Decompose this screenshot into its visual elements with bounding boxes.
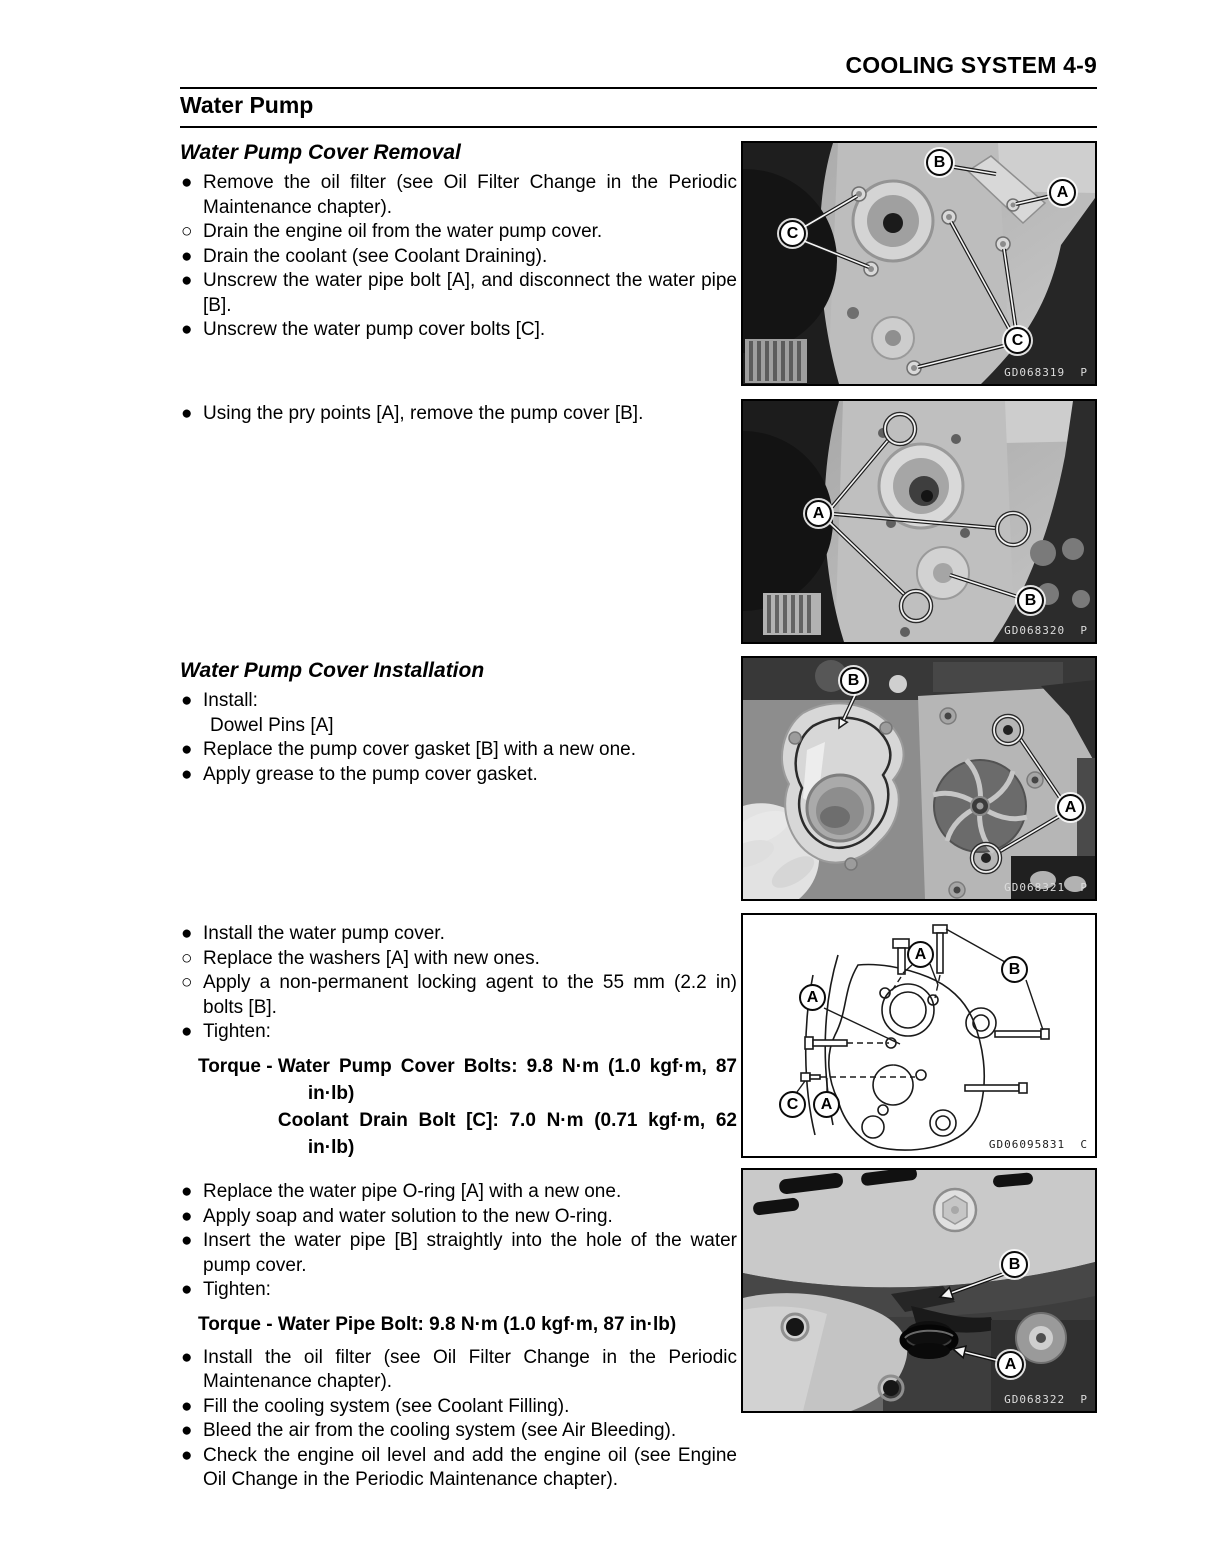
instruction-step	[180, 1229, 737, 1278]
callout-a	[1057, 794, 1084, 821]
callout-b	[1017, 587, 1044, 614]
engine-photo-illustration	[743, 143, 1095, 384]
torque-entries	[278, 1053, 737, 1161]
instruction-step	[180, 171, 737, 220]
step-text: Apply soap and water solution to the new O-ring.	[203, 1205, 613, 1227]
section-water-pipe	[180, 1180, 737, 1493]
instruction-step	[180, 971, 737, 1020]
step-text: Replace the water pipe O-ring [A] with a new one.	[203, 1181, 622, 1202]
figure-code: GD068320 P	[1004, 624, 1088, 637]
bullet-icon: ●	[181, 923, 193, 944]
instruction-step	[180, 1205, 737, 1230]
instruction-step	[180, 1346, 737, 1395]
header-rule	[180, 87, 1097, 89]
instruction-step	[180, 269, 737, 318]
callout-letter: C	[786, 1095, 799, 1113]
instruction-step	[180, 1020, 737, 1045]
step-text: Replace the washers [A] with new ones.	[203, 947, 540, 969]
figure-water-pipe-oring-photo	[741, 1168, 1097, 1413]
bullet-icon: ●	[181, 763, 193, 785]
callout-a	[805, 500, 832, 527]
bullet-icon: ○	[181, 221, 193, 242]
procedure-heading: Water Pump Cover Installation	[180, 659, 485, 682]
section-removal	[180, 140, 737, 343]
torque-label: Torque -	[198, 1313, 278, 1335]
instruction-step	[180, 220, 737, 245]
step-text: Using the pry points [A], remove the pump cover [B].	[203, 403, 644, 424]
instruction-step	[180, 947, 737, 972]
figure-code: GD068319 P	[1004, 366, 1088, 379]
instruction-step	[180, 245, 737, 270]
bullet-icon: ●	[181, 403, 193, 424]
instruction-step	[180, 689, 737, 714]
instruction-step	[180, 763, 737, 788]
bullet-icon: ●	[181, 245, 193, 267]
instruction-substep	[180, 714, 737, 739]
instruction-step	[180, 1419, 737, 1444]
instruction-step	[180, 1395, 737, 1420]
torque-entry: Coolant Drain Bolt [C]: 7.0 N·m (0.71 kgf·m, 62 in·lb)	[277, 1109, 737, 1158]
bullet-icon: ●	[181, 172, 193, 193]
figure-pump-cover-gasket-photo	[741, 656, 1097, 901]
step-text: Remove the oil filter (see Oil Filter Change in the Periodic Maintenance chapter).	[203, 172, 737, 218]
figure-code: GD068322 P	[1004, 1393, 1088, 1406]
section-pry	[180, 402, 737, 427]
figure-code: GD068321 P	[1004, 881, 1088, 894]
step-text: Unscrew the water pump cover bolts [C].	[203, 319, 546, 340]
callout-letter: A	[914, 945, 927, 963]
bullet-icon: ●	[181, 1420, 193, 1441]
procedure-heading: Water Pump Cover Removal	[180, 141, 461, 164]
callout-letter: B	[1008, 960, 1021, 978]
step-text: Fill the cooling system (see Coolant Filling).	[203, 1395, 570, 1417]
step-text: Install:	[203, 690, 258, 711]
step-text: Tighten:	[203, 1279, 271, 1300]
step-text: Bleed the air from the cooling system (see Air Bleeding).	[203, 1420, 677, 1441]
bullet-icon: ●	[181, 1444, 193, 1466]
figure-code: GD06095831 C	[988, 1138, 1088, 1151]
callout-letter: A	[812, 504, 825, 522]
step-text: Drain the engine oil from the water pump cover.	[203, 221, 603, 242]
figure-cover-bolts-diagram	[741, 913, 1097, 1158]
bullet-icon: ●	[181, 1181, 193, 1202]
callout-letter: C	[786, 224, 799, 242]
callout-b	[926, 149, 953, 176]
title-rule	[180, 126, 1097, 128]
torque-entries	[278, 1311, 676, 1338]
callout-letter: B	[933, 153, 946, 171]
bullet-icon: ●	[181, 690, 193, 711]
step-text: Unscrew the water pipe bolt [A], and disconnect the water pipe [B].	[203, 270, 737, 316]
step-text: Check the engine oil level and add the engine oil (see Engine Oil Change in the Periodic Maintenance chapter).	[203, 1444, 737, 1490]
step-text: Replace the pump cover gasket [B] with a new one.	[203, 739, 637, 760]
bullet-icon: ○	[181, 972, 193, 993]
bullet-icon: ●	[181, 1346, 193, 1368]
bullet-icon: ●	[181, 1205, 193, 1227]
bullet-icon: ●	[181, 1021, 193, 1042]
callout-letter: B	[1008, 1255, 1021, 1273]
callout-b	[1001, 956, 1028, 983]
callout-letter: A	[820, 1095, 833, 1113]
callout-a	[1049, 179, 1076, 206]
bullet-icon: ●	[181, 270, 193, 291]
torque-entry: Water Pipe Bolt: 9.8 N·m (1.0 kgf·m, 87 in·lb)	[277, 1313, 677, 1335]
callout-letter: A	[1064, 798, 1077, 816]
step-text: Tighten:	[203, 1021, 271, 1042]
callout-a	[799, 984, 826, 1011]
callout-letter: A	[1056, 183, 1069, 201]
step-text: Dowel Pins [A]	[210, 714, 334, 736]
torque-spec	[198, 1053, 737, 1161]
step-text: Apply a non-permanent locking agent to the 55 mm (2.2 in) bolts [B].	[203, 972, 737, 1018]
callout-b	[1001, 1251, 1028, 1278]
instruction-step	[180, 1444, 737, 1493]
step-text: Insert the water pipe [B] straightly into the hole of the water pump cover.	[203, 1230, 737, 1276]
step-text: Apply grease to the pump cover gasket.	[203, 763, 538, 785]
bullet-icon: ●	[181, 739, 193, 760]
callout-c	[1004, 327, 1031, 354]
callout-letter: C	[1011, 331, 1024, 349]
page-title: Water Pump	[180, 92, 314, 118]
section-installation	[180, 658, 737, 787]
instruction-step	[180, 318, 737, 343]
callout-letter: B	[847, 671, 860, 689]
callout-c	[779, 1091, 806, 1118]
step-text: Drain the coolant (see Coolant Draining).	[203, 245, 548, 267]
torque-label: Torque -	[198, 1055, 278, 1077]
callout-b	[840, 667, 867, 694]
section-cover-install	[180, 922, 737, 1169]
bullet-icon: ○	[181, 947, 193, 969]
figure-pry-points-photo	[741, 399, 1097, 644]
callout-a	[907, 941, 934, 968]
bullet-icon: ●	[181, 1395, 193, 1417]
torque-entry: Water Pump Cover Bolts: 9.8 N·m (1.0 kgf·m, 87 in·lb)	[277, 1055, 737, 1104]
figure-pump-cover-bolts-photo	[741, 141, 1097, 386]
instruction-step	[180, 1278, 737, 1303]
bullet-icon: ●	[181, 319, 193, 340]
step-text: Install the oil filter (see Oil Filter Change in the Periodic Maintenance chapter).	[203, 1346, 737, 1392]
callout-a	[997, 1351, 1024, 1378]
callout-c	[779, 220, 806, 247]
step-text: Install the water pump cover.	[203, 923, 445, 944]
instruction-step	[180, 922, 737, 947]
instruction-step	[180, 402, 737, 427]
callout-letter: A	[1004, 1355, 1017, 1373]
bullet-icon: ●	[181, 1279, 193, 1300]
callout-a	[813, 1091, 840, 1118]
engine-photo-illustration	[743, 658, 1095, 899]
page-header: COOLING SYSTEM 4-9	[845, 52, 1097, 78]
torque-spec	[198, 1311, 737, 1338]
instruction-step	[180, 738, 737, 763]
callout-letter: B	[1024, 591, 1037, 609]
callout-letter: A	[806, 988, 819, 1006]
instruction-step	[180, 1180, 737, 1205]
engine-photo-illustration	[743, 1170, 1095, 1411]
bullet-icon: ●	[181, 1230, 193, 1251]
